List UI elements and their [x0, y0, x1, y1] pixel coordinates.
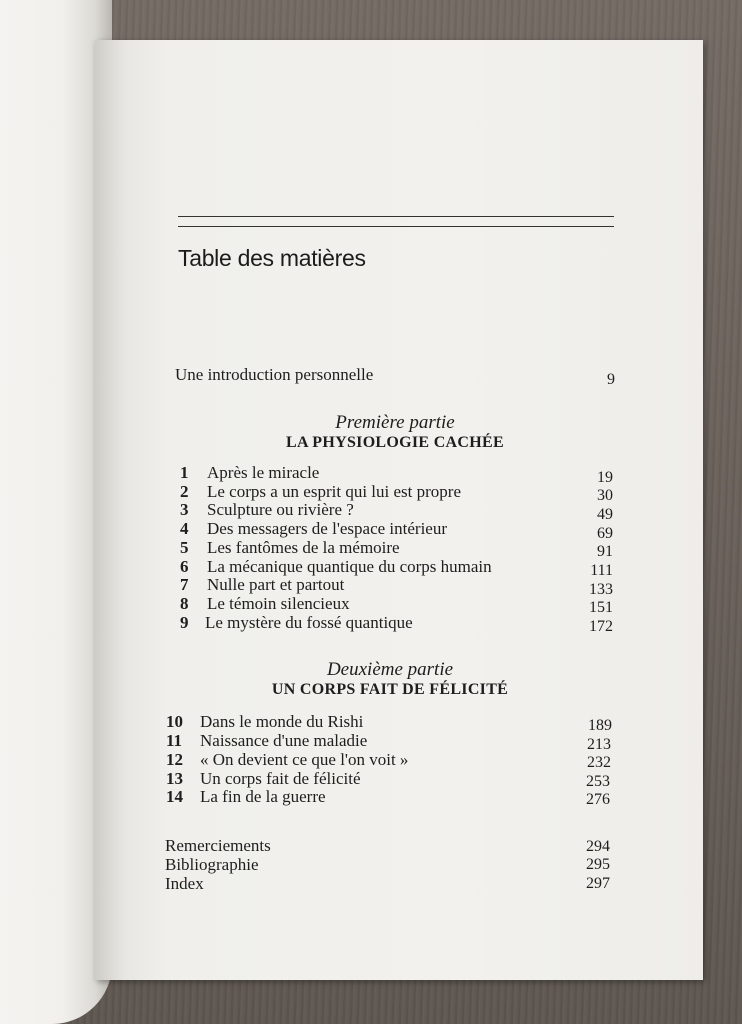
chapter-number: 2 [180, 482, 189, 501]
chapter-page: 91 [597, 543, 613, 560]
toc-chapter [180, 500, 354, 520]
part-2-title: UN CORPS FAIT DE FÉLICITÉ [271, 681, 509, 698]
chapter-label: La mécanique quantique du corps humain [207, 557, 492, 576]
chapter-label: Un corps fait de félicité [200, 769, 361, 788]
back-matter-page: 297 [586, 875, 610, 892]
toc-chapter [166, 712, 363, 732]
chapter-page: 232 [587, 754, 611, 771]
part-2-label: Deuxième partie [326, 659, 454, 680]
chapter-page: 276 [586, 791, 610, 808]
part-1-label: Première partie [335, 412, 455, 433]
chapter-number: 4 [180, 519, 189, 538]
chapter-label: Naissance d'une maladie [200, 731, 368, 750]
toc-chapter [180, 594, 350, 614]
chapter-number: 10 [166, 712, 183, 731]
toc-chapter [180, 463, 319, 483]
chapter-number: 6 [180, 557, 189, 576]
chapter-page: 49 [597, 506, 613, 523]
chapter-number: 9 [180, 613, 189, 632]
toc-intro-page: 9 [607, 371, 615, 388]
toc-chapter [180, 482, 461, 502]
chapter-label: La fin de la guerre [200, 787, 326, 806]
chapter-page: 213 [587, 736, 611, 753]
chapter-number: 14 [166, 787, 183, 806]
chapter-number: 8 [180, 594, 189, 613]
chapter-label: Les fantômes de la mémoire [207, 538, 400, 557]
toc-back-matter-item: Index [165, 874, 204, 893]
book-page [95, 40, 703, 980]
back-matter-page: 294 [586, 838, 610, 855]
toc-chapter [180, 557, 492, 577]
chapter-page: 30 [597, 487, 613, 504]
chapter-number: 5 [180, 538, 189, 557]
chapter-number: 13 [166, 769, 183, 788]
toc-chapter [166, 787, 326, 807]
chapter-page: 253 [586, 773, 610, 790]
chapter-page: 172 [589, 618, 613, 635]
chapter-number: 11 [166, 731, 183, 750]
toc-back-matter-item: Remerciements [165, 836, 271, 855]
chapter-label: Le corps a un esprit qui lui est propre [207, 482, 461, 501]
toc-chapter [166, 731, 367, 751]
toc-chapter [180, 519, 447, 539]
toc-chapter [180, 613, 413, 633]
chapter-page: 133 [589, 581, 613, 598]
toc-chapter [166, 750, 408, 770]
chapter-number: 7 [180, 575, 189, 594]
chapter-label: Des messagers de l'espace intérieur [207, 519, 448, 538]
back-matter-page: 295 [586, 856, 610, 873]
toc-chapter [166, 769, 361, 789]
chapter-page: 151 [589, 599, 613, 616]
chapter-label: « On devient ce que l'on voit » [200, 750, 409, 769]
chapter-label: Le témoin silencieux [207, 594, 350, 613]
top-rule [178, 216, 614, 217]
part-1-title: LA PHYSIOLOGIE CACHÉE [286, 434, 504, 451]
chapter-label: Sculpture ou rivière ? [207, 500, 354, 519]
chapter-label: Le mystère du fossé quantique [205, 613, 413, 632]
toc-intro-label: Une introduction personnelle [175, 365, 374, 384]
toc-chapter [180, 575, 344, 595]
chapter-number: 1 [180, 463, 189, 482]
toc-back-matter-item: Bibliographie [165, 855, 259, 874]
chapter-page: 111 [590, 562, 613, 579]
chapter-label: Nulle part et partout [207, 575, 345, 594]
top-rule-second [178, 226, 614, 227]
page-title: Table des matières [178, 245, 366, 271]
chapter-label: Dans le monde du Rishi [200, 712, 364, 731]
chapter-page: 69 [597, 525, 613, 542]
toc-chapter [180, 538, 400, 558]
chapter-page: 19 [597, 469, 613, 486]
chapter-number: 3 [180, 500, 189, 519]
chapter-label: Après le miracle [207, 463, 320, 482]
chapter-page: 189 [588, 717, 612, 734]
chapter-number: 12 [166, 750, 183, 769]
